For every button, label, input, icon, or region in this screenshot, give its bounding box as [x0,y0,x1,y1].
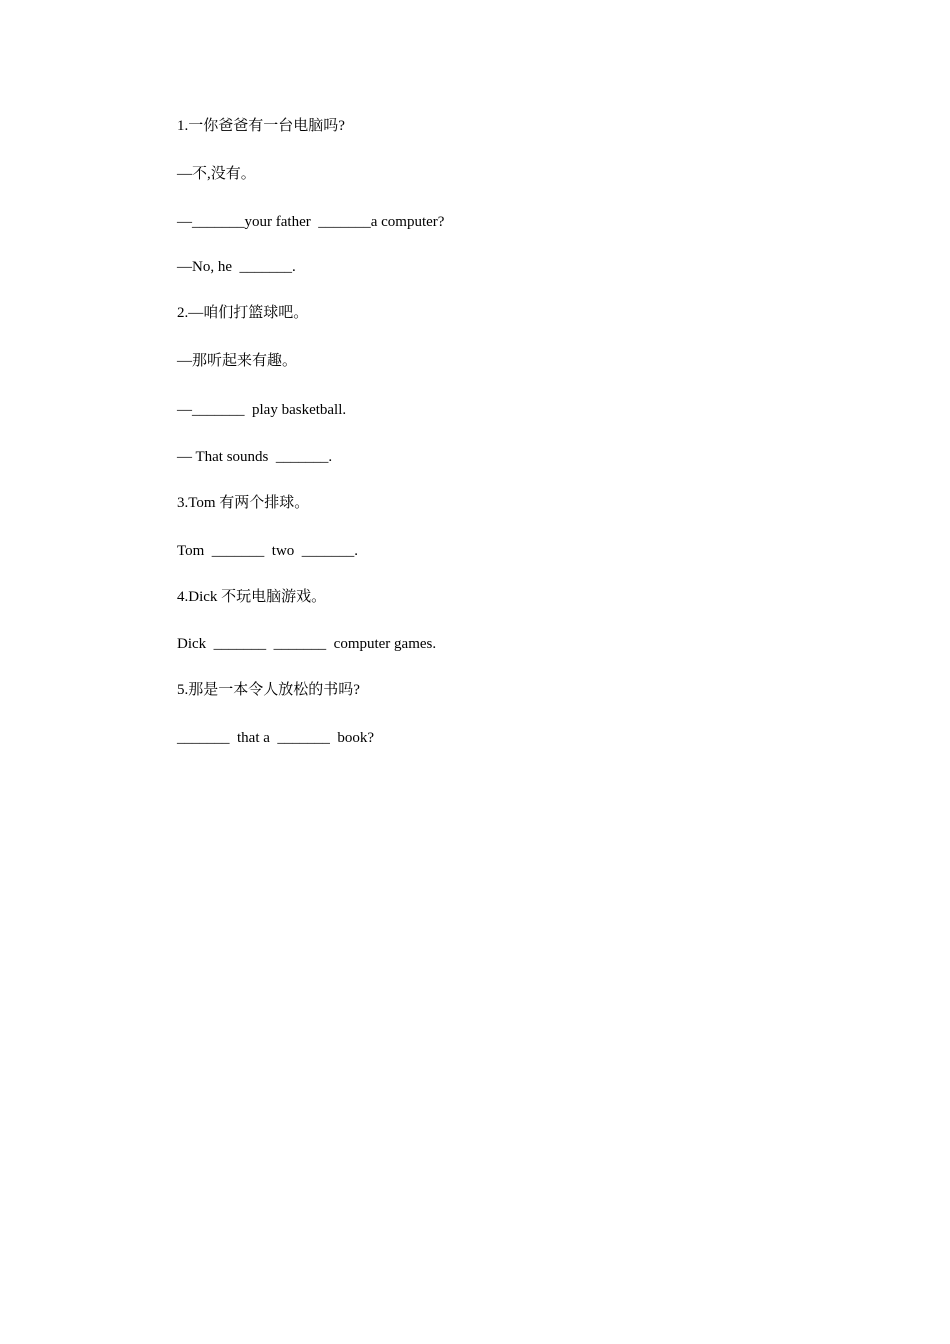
question-3-blank-sentence: Tom _______ two _______. [177,543,359,559]
question-1-reply: —不,没有。 [177,166,256,182]
question-5-blank-sentence: _______ that a _______ book? [177,730,375,746]
question-4-blank-sentence: Dick _______ _______ computer games. [177,636,437,652]
question-1-prompt: 1.一你爸爸有一台电脑吗? [177,118,345,134]
question-2-blank-question: —_______ play basketball. [177,402,347,418]
question-1-blank-question: —_______your father _______a computer? [177,214,445,230]
question-2-reply: —那听起来有趣。 [177,353,298,369]
question-3-prompt: 3.Tom 有两个排球。 [177,495,310,511]
question-5-prompt: 5.那是一本令人放松的书吗? [177,682,360,698]
question-2-blank-answer: — That sounds _______. [177,449,333,465]
question-4-prompt: 4.Dick 不玩电脑游戏。 [177,589,327,605]
question-2-prompt: 2.—咱们打篮球吧。 [177,305,309,321]
question-1-blank-answer: —No, he _______. [177,259,296,275]
